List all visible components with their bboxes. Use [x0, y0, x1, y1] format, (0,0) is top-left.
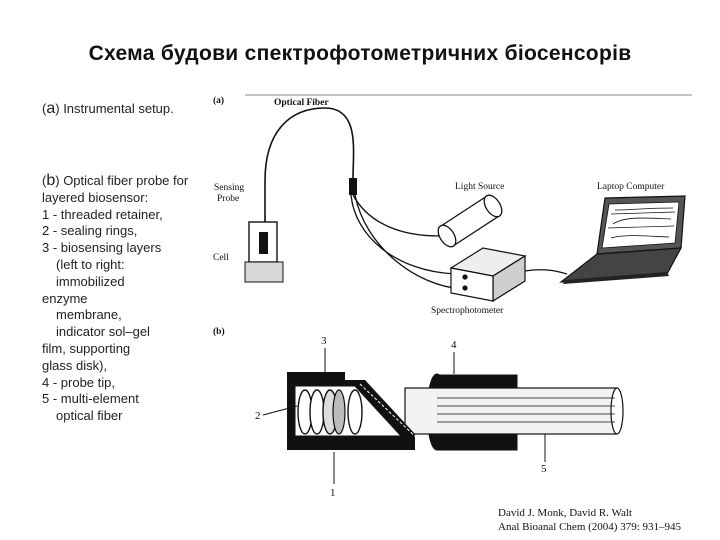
light-source	[435, 192, 506, 250]
citation-journal: Anal Bioanal Chem (2004) 379: 931–945	[498, 521, 682, 533]
list-item: film, supporting	[42, 340, 131, 356]
panel-b-label: (b)	[213, 327, 225, 337]
caption-b	[42, 173, 192, 425]
label-1: 1	[330, 487, 336, 498]
list-item: 4 - probe tip,	[42, 374, 115, 390]
biosensor-figure	[205, 86, 695, 498]
caption-b-letter: b	[46, 172, 56, 189]
sensing-probe-tip	[259, 232, 268, 254]
laptop-cable	[525, 270, 567, 274]
fiber-connector	[349, 178, 357, 195]
list-item: 5 - multi-element	[42, 391, 139, 407]
sensing-label-2: Probe	[217, 194, 240, 204]
probe-assembly	[287, 372, 623, 450]
list-item: immobilized	[56, 273, 125, 289]
caption-a-open: (	[42, 101, 47, 116]
citation	[498, 506, 681, 534]
label-2: 2	[255, 410, 261, 422]
label-5: 5	[541, 463, 547, 475]
list-item: optical fiber	[56, 408, 123, 424]
slide-title: Схема будови спектрофотометричних біосенсорів	[88, 42, 632, 65]
optical-fiber-loop	[265, 108, 354, 236]
cell-label: Cell	[213, 253, 229, 263]
caption-b-intro: ) Optical fiber probe for layered biosensor:	[42, 173, 189, 205]
list-item: enzyme	[42, 290, 88, 306]
panel-a-label: (a)	[213, 96, 225, 106]
laptop-label: Laptop Computer	[597, 182, 665, 192]
caption-b-list	[42, 207, 192, 425]
sensing-label-1: Sensing	[214, 183, 245, 193]
caption-a-text: ) Instrumental setup.	[55, 101, 174, 116]
list-item: 1 - threaded retainer,	[42, 206, 163, 222]
laptop-computer	[561, 196, 685, 284]
label-4: 4	[451, 339, 457, 351]
optical-fiber-label: Optical Fiber	[274, 98, 329, 108]
list-item: (left to right:	[56, 256, 125, 272]
label-3: 3	[321, 335, 327, 347]
caption-b-open: (	[42, 173, 47, 188]
list-item: 2 - sealing rings,	[42, 223, 138, 239]
spectrophotometer-box	[451, 248, 525, 301]
citation-authors: David J. Monk, David R. Walt	[498, 507, 632, 519]
caption-a	[42, 101, 182, 118]
list-item: membrane,	[56, 307, 122, 323]
cell-base	[245, 262, 283, 282]
caption-a-letter: a	[46, 100, 56, 117]
list-item: glass disk),	[42, 357, 108, 373]
spectrophotometer-label: Spectrophotometer	[431, 306, 504, 316]
light-source-label: Light Source	[455, 182, 505, 192]
list-item: indicator sol–gel	[56, 324, 150, 340]
list-item: 3 - biosensing layers	[42, 240, 162, 256]
fiber-cable-3	[353, 195, 439, 236]
